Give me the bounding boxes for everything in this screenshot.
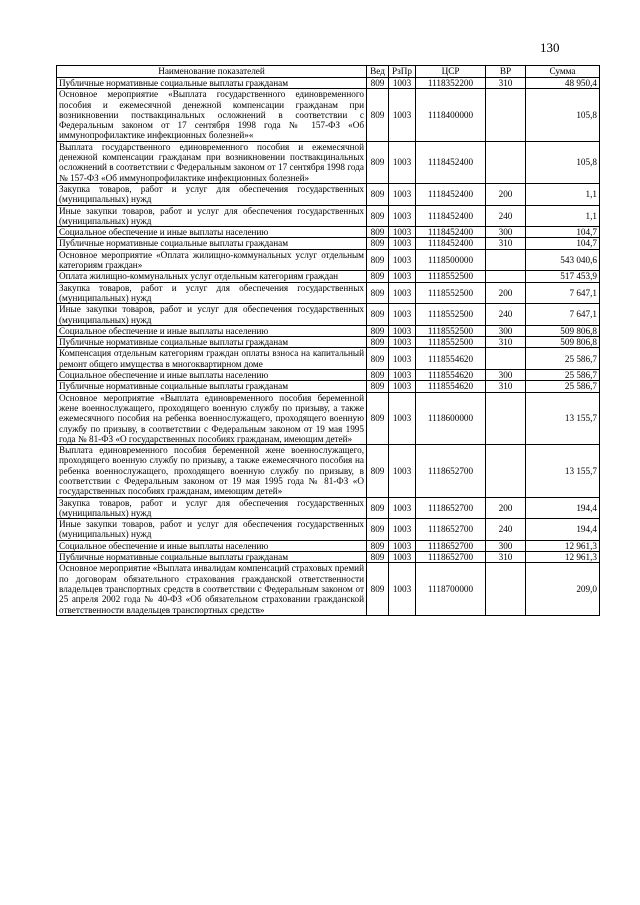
cell-sum: 7 647,1 — [526, 304, 600, 326]
cell-vr: 300 — [486, 227, 526, 238]
cell-vr: 240 — [486, 519, 526, 541]
table-row — [57, 78, 600, 89]
cell-vr: 200 — [486, 282, 526, 304]
cell-csr: 1118452400 — [416, 227, 486, 238]
cell-ved: 809 — [367, 519, 389, 541]
cell-csr: 1118552500 — [416, 304, 486, 326]
table-row — [57, 445, 600, 497]
cell-csr: 1118552500 — [416, 271, 486, 282]
table-row — [57, 392, 600, 444]
cell-name: Закупка товаров, работ и услуг для обеспечения государственных (муниципальных) нужд — [57, 282, 367, 304]
cell-csr: 1118452400 — [416, 183, 486, 205]
cell-vr: 240 — [486, 205, 526, 227]
cell-rzpr: 1003 — [389, 563, 416, 615]
cell-name: Закупка товаров, работ и услуг для обеспечения государственных (муниципальных) нужд — [57, 183, 367, 205]
cell-name: Публичные нормативные социальные выплаты гражданам — [57, 552, 367, 563]
cell-vr: 310 — [486, 78, 526, 89]
table-body — [57, 78, 600, 616]
cell-sum: 1,1 — [526, 205, 600, 227]
cell-vr: 240 — [486, 304, 526, 326]
cell-vr — [486, 348, 526, 370]
cell-name: Основное мероприятие «Выплата единовременного пособия беременной жене военнослужащего, проходящего военную службу по призыву, а также ежемесячного пособия на ребенка военнослужащего, проходящего военную службу по призыву, в соответствии с Федеральным законом от 19 мая 1995 года № 81-ФЗ «О государственных пособиях гражданам, имеющим детей» — [57, 392, 367, 444]
cell-name: Иные закупки товаров, работ и услуг для обеспечения государственных (муниципальных) нужд — [57, 304, 367, 326]
cell-sum: 104,7 — [526, 227, 600, 238]
cell-ved: 809 — [367, 325, 389, 336]
cell-vr: 200 — [486, 497, 526, 519]
cell-sum: 104,7 — [526, 238, 600, 249]
cell-name: Выплата единовременного пособия беременной жене военнослужащего, проходящего военную службу по призыву, а также ежемесячного пособия на ребенка военнослужащего, проходящего военную службу по призыву, в соответствии с Федеральным законом от 19 мая 1995 года № 81-ФЗ «О государственных пособиях гражданам, имеющим детей» — [57, 445, 367, 497]
cell-vr — [486, 249, 526, 271]
cell-csr: 1118400000 — [416, 89, 486, 141]
cell-ved: 809 — [367, 304, 389, 326]
cell-vr: 200 — [486, 183, 526, 205]
cell-ved: 809 — [367, 348, 389, 370]
table-header-row — [57, 66, 600, 78]
cell-rzpr: 1003 — [389, 348, 416, 370]
cell-csr: 1118652700 — [416, 540, 486, 551]
cell-vr — [486, 392, 526, 444]
cell-ved: 809 — [367, 445, 389, 497]
cell-csr: 1118452400 — [416, 205, 486, 227]
cell-name: Публичные нормативные социальные выплаты гражданам — [57, 381, 367, 392]
table-row — [57, 89, 600, 141]
cell-ved: 809 — [367, 563, 389, 615]
cell-sum: 48 950,4 — [526, 78, 600, 89]
cell-csr: 1118452400 — [416, 141, 486, 183]
cell-sum: 209,0 — [526, 563, 600, 615]
column-header-vr: ВР — [486, 66, 526, 78]
table-row — [57, 370, 600, 381]
cell-vr: 310 — [486, 337, 526, 348]
column-header-ved: Вед — [367, 66, 389, 78]
cell-vr: 300 — [486, 370, 526, 381]
cell-rzpr: 1003 — [389, 183, 416, 205]
cell-vr — [486, 445, 526, 497]
cell-csr: 1118652700 — [416, 445, 486, 497]
column-header-name: Наименование показателей — [57, 66, 367, 78]
cell-rzpr: 1003 — [389, 249, 416, 271]
cell-name: Социальное обеспечение и иные выплаты населению — [57, 325, 367, 336]
page-number: 130 — [540, 40, 560, 55]
cell-sum: 105,8 — [526, 141, 600, 183]
cell-name: Иные закупки товаров, работ и услуг для обеспечения государственных (муниципальных) нужд — [57, 205, 367, 227]
cell-vr: 310 — [486, 238, 526, 249]
table-row — [57, 304, 600, 326]
cell-name: Основное мероприятие «Выплата инвалидам компенсаций страховых премий по договорам обязательного страхования гражданской ответственности владельцев транспортных средств в соответствии с Федеральным законом от 25 апреля 2002 года № 40-ФЗ «Об обязательном страховании гражданской ответственности владельцев транспортных средств» — [57, 563, 367, 615]
cell-rzpr: 1003 — [389, 304, 416, 326]
table-row — [57, 183, 600, 205]
cell-rzpr: 1003 — [389, 370, 416, 381]
table-row — [57, 238, 600, 249]
cell-ved: 809 — [367, 141, 389, 183]
budget-table — [56, 65, 600, 616]
cell-csr: 1118554620 — [416, 370, 486, 381]
cell-sum: 105,8 — [526, 89, 600, 141]
cell-ved: 809 — [367, 540, 389, 551]
cell-ved: 809 — [367, 337, 389, 348]
table-row — [57, 282, 600, 304]
cell-ved: 809 — [367, 381, 389, 392]
cell-sum: 13 155,7 — [526, 392, 600, 444]
cell-rzpr: 1003 — [389, 238, 416, 249]
cell-vr: 300 — [486, 540, 526, 551]
cell-sum: 13 155,7 — [526, 445, 600, 497]
cell-sum: 7 647,1 — [526, 282, 600, 304]
cell-ved: 809 — [367, 271, 389, 282]
cell-rzpr: 1003 — [389, 271, 416, 282]
cell-sum: 25 586,7 — [526, 381, 600, 392]
table-row — [57, 271, 600, 282]
cell-vr: 310 — [486, 552, 526, 563]
cell-ved: 809 — [367, 282, 389, 304]
cell-vr — [486, 271, 526, 282]
cell-vr: 310 — [486, 381, 526, 392]
cell-ved: 809 — [367, 238, 389, 249]
cell-ved: 809 — [367, 497, 389, 519]
cell-name: Иные закупки товаров, работ и услуг для обеспечения государственных (муниципальных) нужд — [57, 519, 367, 541]
cell-rzpr: 1003 — [389, 497, 416, 519]
column-header-csr: ЦСР — [416, 66, 486, 78]
table-row — [57, 381, 600, 392]
cell-rzpr: 1003 — [389, 282, 416, 304]
cell-name: Закупка товаров, работ и услуг для обеспечения государственных (муниципальных) нужд — [57, 497, 367, 519]
cell-rzpr: 1003 — [389, 445, 416, 497]
cell-rzpr: 1003 — [389, 205, 416, 227]
cell-csr: 1118652700 — [416, 552, 486, 563]
cell-ved: 809 — [367, 249, 389, 271]
table-row — [57, 337, 600, 348]
cell-vr: 300 — [486, 325, 526, 336]
table-row — [57, 519, 600, 541]
cell-name: Публичные нормативные социальные выплаты гражданам — [57, 238, 367, 249]
cell-rzpr: 1003 — [389, 381, 416, 392]
cell-ved: 809 — [367, 205, 389, 227]
cell-sum: 12 961,3 — [526, 540, 600, 551]
cell-rzpr: 1003 — [389, 519, 416, 541]
cell-name: Публичные нормативные социальные выплаты гражданам — [57, 337, 367, 348]
cell-ved: 809 — [367, 552, 389, 563]
cell-sum: 509 806,8 — [526, 325, 600, 336]
table-row — [57, 205, 600, 227]
cell-csr: 1118552500 — [416, 282, 486, 304]
cell-rzpr: 1003 — [389, 337, 416, 348]
table-row — [57, 227, 600, 238]
cell-name: Социальное обеспечение и иные выплаты населению — [57, 370, 367, 381]
cell-csr: 1118652700 — [416, 497, 486, 519]
cell-csr: 1118600000 — [416, 392, 486, 444]
cell-rzpr: 1003 — [389, 392, 416, 444]
cell-name: Основное мероприятие «Выплата государственного единовременного пособия и ежемесячной денежной компенсации гражданам при возникновении поствакцинальных осложнений в соответствии с Федеральным законом от 17 сентября 1998 года № 157-ФЗ «Об иммунопрофилактике инфекционных болезней»« — [57, 89, 367, 141]
cell-csr: 1118452400 — [416, 238, 486, 249]
cell-ved: 809 — [367, 183, 389, 205]
cell-csr: 1118500000 — [416, 249, 486, 271]
cell-rzpr: 1003 — [389, 227, 416, 238]
cell-rzpr: 1003 — [389, 141, 416, 183]
cell-csr: 1118552500 — [416, 337, 486, 348]
cell-sum: 25 586,7 — [526, 370, 600, 381]
table-row — [57, 552, 600, 563]
table-row — [57, 563, 600, 615]
column-header-rzpr: РзПр — [389, 66, 416, 78]
cell-csr: 1118552500 — [416, 325, 486, 336]
cell-rzpr: 1003 — [389, 78, 416, 89]
cell-sum: 1,1 — [526, 183, 600, 205]
column-header-sum: Сумма — [526, 66, 600, 78]
table-row — [57, 540, 600, 551]
cell-name: Социальное обеспечение и иные выплаты населению — [57, 227, 367, 238]
cell-csr: 1118554620 — [416, 381, 486, 392]
cell-ved: 809 — [367, 89, 389, 141]
cell-rzpr: 1003 — [389, 540, 416, 551]
table-row — [57, 141, 600, 183]
cell-ved: 809 — [367, 392, 389, 444]
cell-name: Основное мероприятие «Оплата жилищно-коммунальных услуг отдельным категориям граждан» — [57, 249, 367, 271]
cell-ved: 809 — [367, 370, 389, 381]
cell-rzpr: 1003 — [389, 89, 416, 141]
cell-rzpr: 1003 — [389, 325, 416, 336]
table-row — [57, 497, 600, 519]
cell-csr: 1118352200 — [416, 78, 486, 89]
cell-sum: 517 453,9 — [526, 271, 600, 282]
cell-name: Социальное обеспечение и иные выплаты населению — [57, 540, 367, 551]
cell-sum: 194,4 — [526, 497, 600, 519]
cell-rzpr: 1003 — [389, 552, 416, 563]
cell-ved: 809 — [367, 78, 389, 89]
cell-csr: 1118700000 — [416, 563, 486, 615]
cell-name: Выплата государственного единовременного пособия и ежемесячной денежной компенсации гражданам при возникновении поствакцинальных осложнений в соответствии с Федеральным законом от 17 сентября 1998 года № 157-ФЗ «Об иммунопрофилактике инфекционных болезней» — [57, 141, 367, 183]
cell-name: Компенсация отдельным категориям граждан оплаты взноса на капитальный ремонт общего имущества в многоквартирном доме — [57, 348, 367, 370]
cell-ved: 809 — [367, 227, 389, 238]
cell-vr — [486, 141, 526, 183]
cell-vr — [486, 89, 526, 141]
cell-sum: 543 040,6 — [526, 249, 600, 271]
cell-sum: 25 586,7 — [526, 348, 600, 370]
table-row — [57, 249, 600, 271]
cell-csr: 1118554620 — [416, 348, 486, 370]
cell-name: Оплата жилищно-коммунальных услуг отдельным категориям граждан — [57, 271, 367, 282]
cell-csr: 1118652700 — [416, 519, 486, 541]
table-row — [57, 325, 600, 336]
cell-vr — [486, 563, 526, 615]
table-row — [57, 348, 600, 370]
cell-sum: 12 961,3 — [526, 552, 600, 563]
cell-sum: 194,4 — [526, 519, 600, 541]
cell-sum: 509 806,8 — [526, 337, 600, 348]
cell-name: Публичные нормативные социальные выплаты гражданам — [57, 78, 367, 89]
